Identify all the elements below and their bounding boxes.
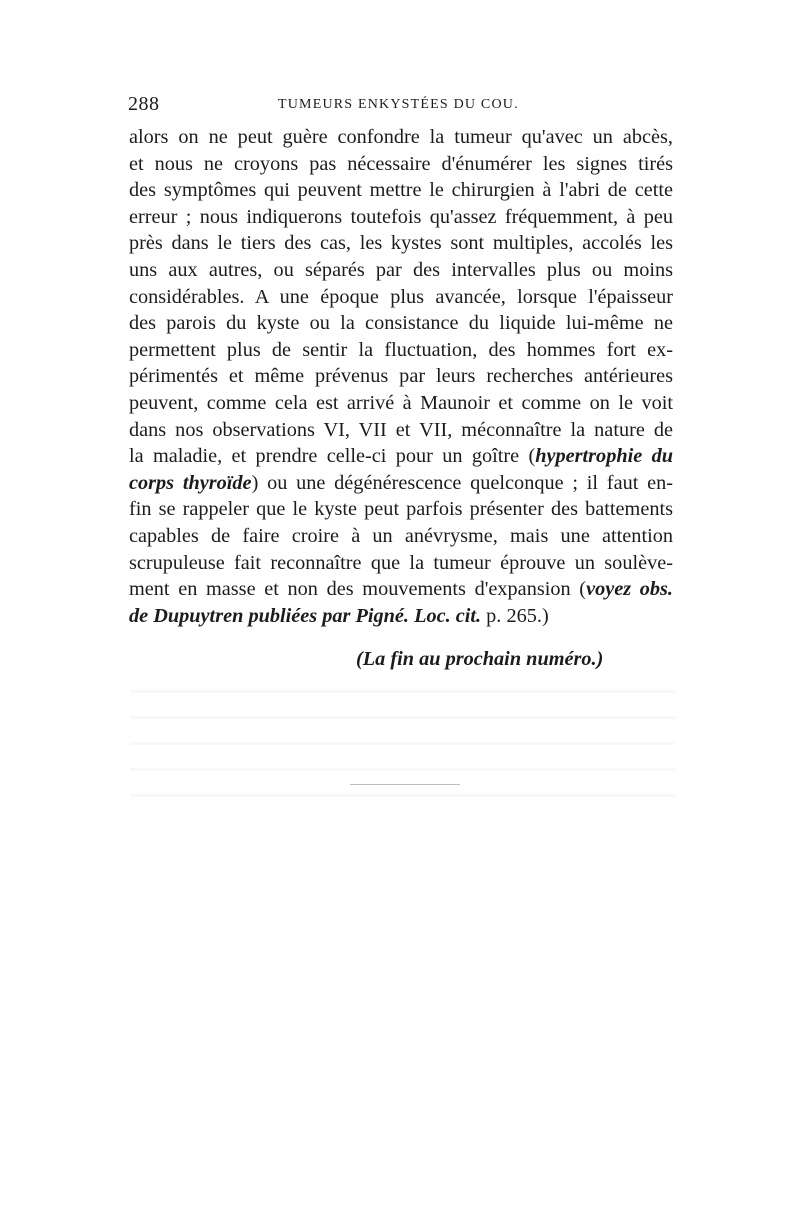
italic-segment: de Dupuytren publiées par Pigné. Loc. cit.: [129, 604, 482, 627]
text-line: alors on ne peut guère confondre la tumeur qu'avec un abcès,: [129, 126, 673, 148]
text-segment: p. 265.): [481, 604, 549, 627]
text-line: considérables. A une époque plus avancée, lorsque l'épaisseur: [129, 285, 673, 308]
continuation-note: (La fin au prochain numéro.): [356, 648, 604, 670]
text-line: [129, 576, 673, 603]
text-line: permettent plus de sentir la fluctuation, des hommes fort ex-: [129, 338, 673, 361]
running-header: [128, 93, 672, 119]
page-number: 288: [128, 93, 160, 115]
running-title: TUMEURS ENKYSTÉES DU COU.: [278, 97, 519, 112]
text-line: capables de faire croire à un anévrysme, mais une attention: [129, 524, 673, 547]
text-segment: la maladie, et prendre celle-ci pour un goître (: [129, 445, 536, 468]
text-line: uns aux autres, ou séparés par des intervalles plus ou moins: [129, 258, 673, 281]
italic-segment: voyez obs.: [586, 578, 674, 601]
text-line: peuvent, comme cela est arrivé à Maunoir et comme on le voit: [129, 391, 673, 414]
italic-segment: corps thyroïde: [129, 471, 252, 494]
text-line: scrupuleuse fait reconnaître que la tumeur éprouve un soulève-: [129, 551, 673, 574]
text-line: et nous ne croyons pas nécessaire d'énumérer les signes tirés: [129, 152, 673, 175]
text-line: des parois du kyste ou la consistance du liquide lui-même ne: [129, 312, 673, 335]
text-line: périmentés et même prévenus par leurs recherches antérieures: [129, 365, 673, 388]
italic-segment: hypertrophie du: [535, 445, 673, 468]
body-paragraph: [129, 124, 673, 629]
text-line: fin se rappeler que le kyste peut parfois présenter des battements: [129, 498, 673, 521]
text-line: des symptômes qui peuvent mettre le chirurgien à l'abri de cette: [129, 179, 673, 202]
text-line: dans nos observations VI, VII et VII, méconnaître la nature de: [129, 418, 673, 441]
text-line: erreur ; nous indiquerons toutefois qu'assez fréquemment, à peu: [129, 205, 673, 228]
text-segment: ) ou une dégénérescence quelconque ; il faut en-: [251, 471, 673, 494]
bleed-through-rule: [350, 784, 460, 785]
text-line: [129, 603, 673, 630]
text-line: [129, 443, 673, 470]
text-line: [129, 470, 673, 497]
text-line: près dans le tiers des cas, les kystes sont multiples, accolés les: [129, 232, 673, 255]
text-segment: ment en masse et non des mouvements d'expansion (: [129, 578, 587, 601]
